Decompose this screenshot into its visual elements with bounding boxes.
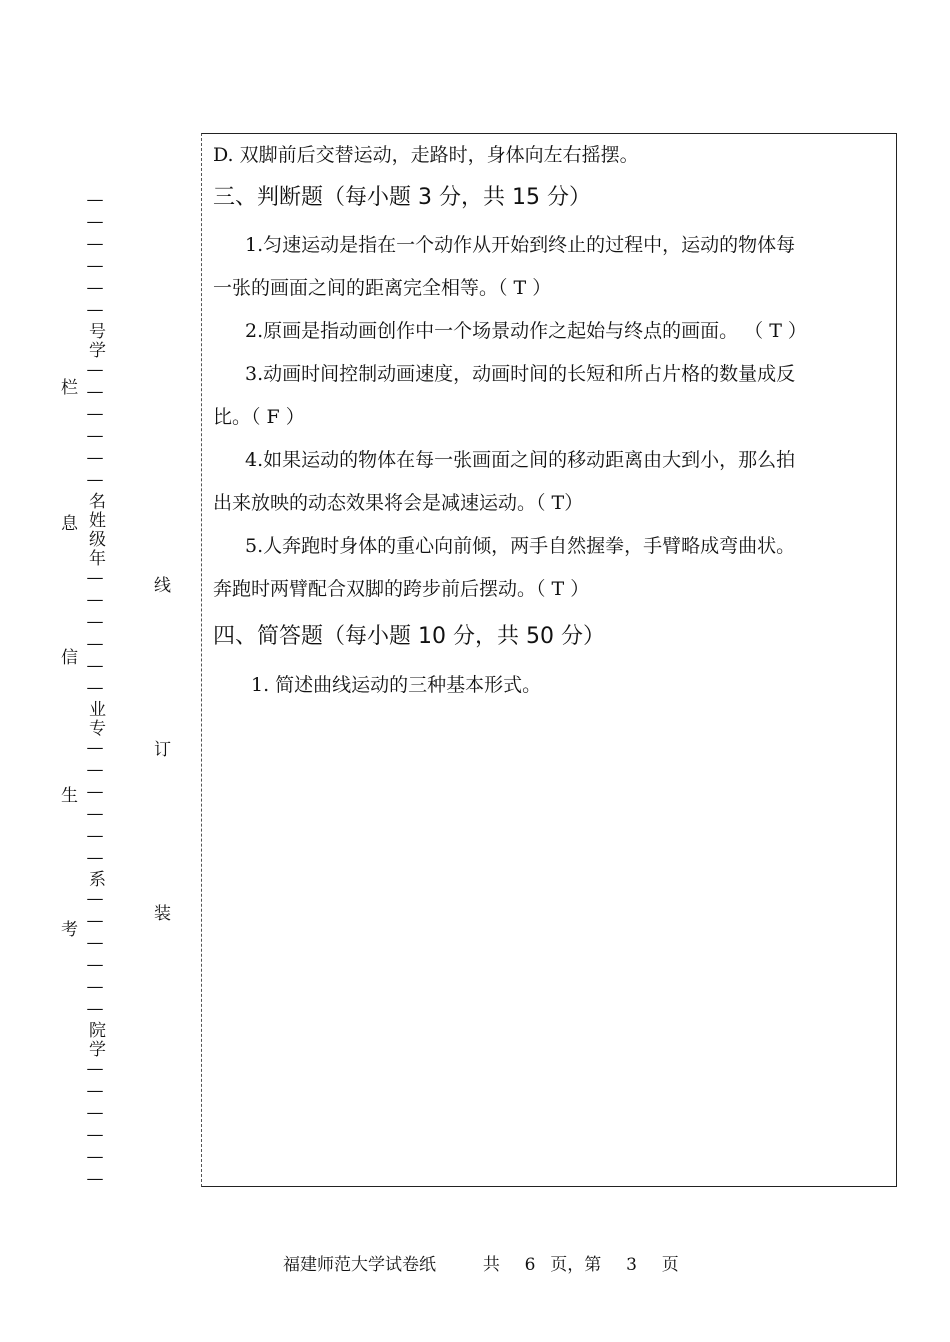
- footer-current-page: 3: [626, 1255, 637, 1275]
- cut-line-label-ding: 订: [150, 740, 170, 757]
- section-4-title: 四、简答题（每小题 10 分，共 50 分）: [213, 624, 605, 649]
- tf-question-1-line-2: 一张的画面之间的距离完全相等。（ T ）: [213, 277, 552, 299]
- tf-question-5-line-2: 奔跑时两臂配合双脚的跨步前后摆动。（ T ）: [213, 578, 590, 600]
- tf-question-1-line-1: 1.匀速运动是指在一个动作从开始到终止的过程中，运动的物体每: [245, 234, 796, 256]
- tf-question-3-line-1: 3.动画时间控制动画速度，动画时间的长短和所占片格的数量成反: [245, 363, 796, 385]
- tf-question-5-line-1: 5.人奔跑时身体的重心向前倾，两手自然握拳，手臂略成弯曲状。: [245, 535, 796, 557]
- previous-option-d: D. 双脚前后交替运动，走路时，身体向左右摇摆。: [213, 144, 639, 166]
- binding-label-xi: 息: [57, 514, 77, 531]
- binding-label-sheng: 生: [57, 786, 77, 803]
- student-info-fields: ——————号学——————名姓级年——————业专——————系——————院学——————: [85, 190, 105, 1191]
- short-answer-question-1: 1. 简述曲线运动的三种基本形式。: [251, 674, 542, 696]
- section-3-title: 三、判断题（每小题 3 分，共 15 分）: [213, 185, 591, 210]
- binding-label-xin: 信: [57, 648, 77, 665]
- cut-line-label-xian: 线: [150, 576, 170, 593]
- footer-total-prefix: 共: [482, 1255, 500, 1275]
- exam-content: [213, 138, 889, 707]
- page-footer: [283, 1250, 679, 1275]
- tf-question-2: 2.原画是指动画创作中一个场景动作之起始与终点的画面。 （ T ）: [245, 320, 807, 342]
- tf-question-4-line-1: 4.如果运动的物体在每一张画面之间的移动距离由大到小，那么拍: [245, 449, 796, 471]
- tf-question-3-line-2: 比。（ F ）: [213, 406, 305, 428]
- footer-page-suffix: 页: [661, 1255, 679, 1275]
- binding-label-kao: 考: [57, 920, 77, 937]
- footer-total-suffix: 页，第: [550, 1255, 602, 1275]
- binding-margin: [0, 0, 200, 1342]
- tf-question-4-line-2: 出来放映的动态效果将会是减速运动。（ T）: [213, 492, 584, 514]
- cut-line-label-zhuang: 装: [150, 904, 170, 921]
- footer-total-pages: 6: [524, 1255, 536, 1275]
- footer-school-name: 福建师范大学试卷纸: [283, 1255, 436, 1275]
- binding-label-lan: 栏: [57, 378, 77, 395]
